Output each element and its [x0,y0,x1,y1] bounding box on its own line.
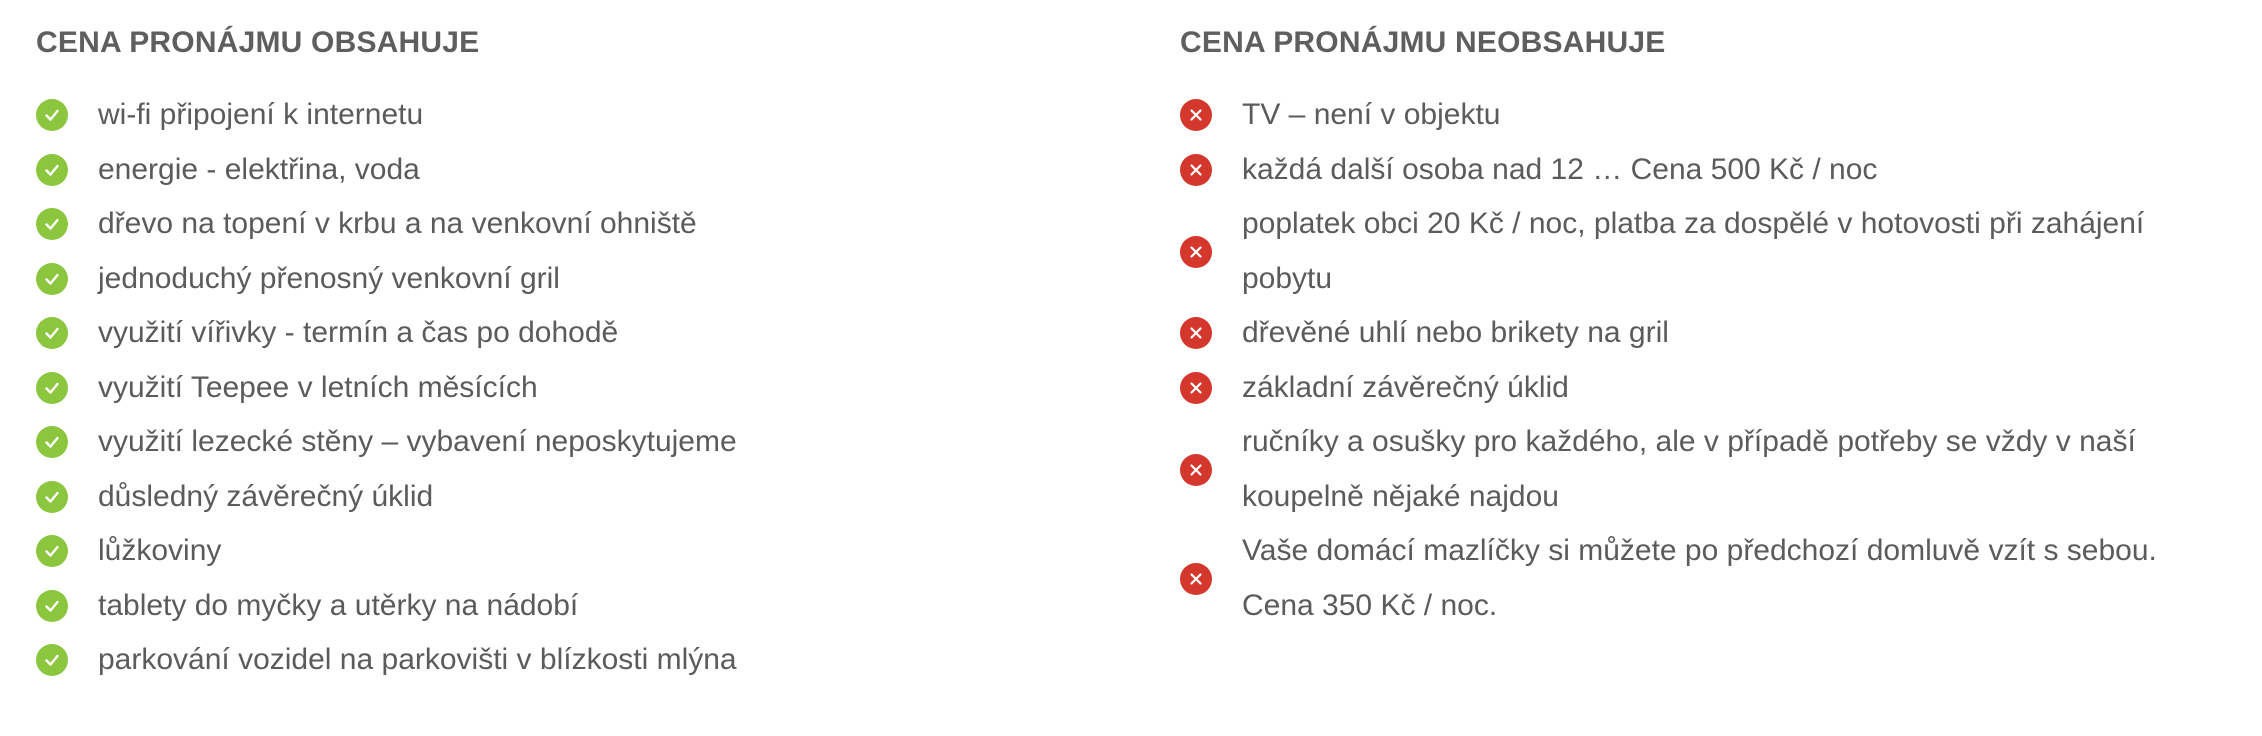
list-item-text: využití Teepee v letních měsících [98,370,538,404]
list-item [36,306,1136,361]
list-item-text: wi-fi připojení k internetu [98,98,424,131]
list-item-text: každá další osoba nad 12 … Cena 500 Kč / noc [1242,152,1878,186]
list-item [1180,143,2230,198]
included-heading: CENA PRONÁJMU OBSAHUJE [36,26,480,59]
list-item-text: důsledný závěrečný úklid [98,479,434,513]
list-item [1180,88,2230,143]
list-item [36,524,1136,579]
list-item [36,143,1136,198]
list-item-text: poplatek obci 20 Kč / noc, platba za dospělé v hotovosti při zahájení pobytu [1242,207,2145,295]
list-item-text: parkování vozidel na parkovišti v blízkosti mlýna [98,643,737,676]
included-list [36,88,1136,688]
check-circle-icon [36,481,68,513]
excluded-heading: CENA PRONÁJMU NEOBSAHUJE [1180,26,1666,59]
list-item [36,197,1136,252]
list-item [36,88,1136,143]
check-circle-icon [36,99,68,131]
list-item [36,470,1136,525]
list-item-text: Vaše domácí mazlíčky si můžete po předchozí domluvě vzít s sebou. Cena 350 Kč / noc. [1242,534,2157,622]
cross-circle-icon [1180,454,1212,486]
list-item [1180,306,2230,361]
list-item-text: využití lezecké stěny – vybavení neposkytujeme [98,425,737,458]
check-circle-icon [36,644,68,676]
list-item [1180,415,2230,524]
list-item [36,415,1136,470]
list-item [36,361,1136,416]
list-item [36,579,1136,634]
list-item-text: základní závěrečný úklid [1242,370,1569,404]
list-item [36,252,1136,307]
list-item-text: jednoduchý přenosný venkovní gril [98,261,560,295]
included-section [36,20,1136,688]
cross-circle-icon [1180,372,1212,404]
list-item-text: energie - elektřina, voda [98,152,420,186]
cross-circle-icon [1180,236,1212,268]
check-circle-icon [36,208,68,240]
list-item-text: lůžkoviny [98,534,222,567]
cross-circle-icon [1180,99,1212,131]
list-item-text: dřevo na topení v krbu a na venkovní ohniště [98,207,697,240]
list-item [1180,361,2230,416]
check-circle-icon [36,426,68,458]
list-item [1180,524,2230,633]
list-item-text: využití vířivky - termín a čas po dohodě [98,316,619,349]
check-circle-icon [36,154,68,186]
cross-circle-icon [1180,154,1212,186]
list-item-text: tablety do myčky a utěrky na nádobí [98,588,579,622]
list-item-text: TV – není v objektu [1242,98,1501,131]
list-item [1180,197,2230,306]
check-circle-icon [36,535,68,567]
check-circle-icon [36,372,68,404]
cross-circle-icon [1180,317,1212,349]
list-item-text: ručníky a osušky pro každého, ale v případě potřeby se vždy v naší koupelně nějaké najdou [1242,425,2136,513]
excluded-section [1180,20,2230,633]
check-circle-icon [36,263,68,295]
check-circle-icon [36,590,68,622]
excluded-list [1180,88,2230,633]
list-item [36,633,1136,688]
check-circle-icon [36,317,68,349]
cross-circle-icon [1180,563,1212,595]
list-item-text: dřevěné uhlí nebo brikety na gril [1242,316,1669,349]
